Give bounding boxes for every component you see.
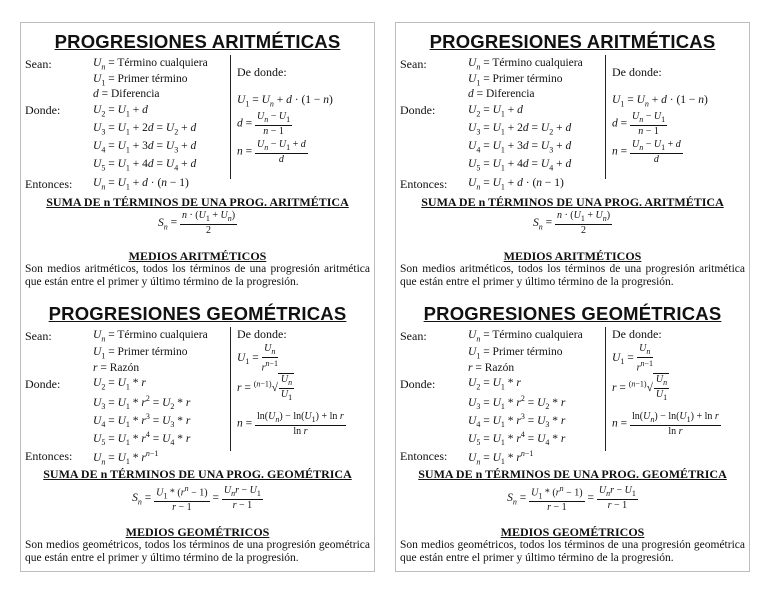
arith-def-un-text: = Término cualquiera (108, 57, 208, 69)
arith-medios-text: Son medios aritméticos, todos los términos de una progresión aritmética que están entre el primer y último término de la progresión. (400, 263, 745, 288)
geom-eq-u4: $U_4 = U_1 * r^3 = U_3 * r$ (468, 412, 566, 430)
geom-eq-u5: $U_5 = U_1 * r^4 = U_4 * r$ (468, 430, 566, 448)
arith-formula-d: d = $\frac{U_n - U_1}{n - 1}$ (612, 111, 666, 137)
geom-def-un: $U_n$ = Término cualquiera (468, 329, 583, 344)
geom-eq-u2: $U_2 = U_1 * r$ (93, 377, 146, 392)
card-content (25, 27, 370, 567)
geom-eq-u5: $U_5 = U_1 * r^4 = U_4 * r$ (93, 430, 191, 448)
arith-def-u1: $U_1$ = Primer término (93, 73, 188, 88)
geom-label-donde: Donde: (400, 377, 436, 391)
geom-suma-title: SUMA DE n TÉRMINOS DE UNA PROG. GEOMÉTRICA (418, 467, 727, 481)
arith-def-d: d = Diferencia (93, 88, 160, 100)
geom-def-u1-text: = Primer término (108, 346, 188, 358)
arith-medios-title: MEDIOS ARITMÉTICOS (503, 249, 642, 263)
arith-eq-un: $U_n = U_1 + d \cdot (n - 1)$ (93, 177, 189, 192)
arith-formula-d: d = $\frac{U_n - U_1}{n - 1}$ (237, 111, 291, 137)
card-content (400, 27, 745, 567)
geom-def-un: $U_n$ = Término cualquiera (93, 329, 208, 344)
geom-medios-title: MEDIOS GEOMÉTRICOS (500, 525, 645, 539)
arith-formula-u1: $U_1 = U_n + d \cdot (1 - n)$ (612, 94, 708, 109)
geom-de-donde: De donde: (612, 327, 662, 341)
geom-formula-u1: $U_1$ = $\frac{U_n}{r^{n-1}}$ (612, 343, 653, 374)
geom-def-u1: $U_1$ = Primer término (93, 346, 188, 361)
arith-formula-u1: $U_1 = U_n + d \cdot (1 - n)$ (237, 94, 333, 109)
geom-eq-u4: $U_4 = U_1 * r^3 = U_3 * r$ (93, 412, 191, 430)
arith-eq-un: $U_n = U_1 + d \cdot (n - 1)$ (468, 177, 564, 192)
geom-medios-text: Son medios geométricos, todos los términos de una progresión geométrica que están entre el primer y último término de la progresión. (400, 539, 745, 564)
arith-suma-formula: $S_n$ = $\frac{n \cdot (U_1 + U_n)}{2}$ (532, 210, 611, 236)
arith-eq-u3: $U_3 = U_1 + 2d = U_2 + d$ (468, 122, 572, 137)
arith-formula-n: n = $\frac{U_n - U_1 + d}{d}$ (612, 139, 681, 165)
arith-label-entonces: Entonces: (400, 177, 448, 191)
card-right (395, 22, 750, 572)
arith-de-donde: De donde: (237, 65, 287, 79)
geom-title: PROGRESIONES GEOMÉTRICAS (48, 303, 347, 324)
arith-medios-title: MEDIOS ARITMÉTICOS (128, 249, 267, 263)
card-left (20, 22, 375, 572)
arith-title: PROGRESIONES ARITMÉTICAS (429, 31, 716, 52)
arith-def-u1-text: = Primer término (483, 73, 563, 85)
geom-def-u1: $U_1$ = Primer término (468, 346, 563, 361)
geom-label-entonces: Entonces: (400, 449, 448, 463)
geom-eq-u3: $U_3 = U_1 * r^2 = U_2 * r$ (93, 394, 191, 412)
arith-def-un: $U_n$ = Término cualquiera (468, 57, 583, 72)
arith-eq-u4: $U_4 = U_1 + 3d = U_3 + d$ (93, 140, 197, 155)
geom-label-sean: Sean: (400, 329, 427, 343)
arith-def-u1: $U_1$ = Primer término (468, 73, 563, 88)
arith-divider (230, 55, 231, 179)
arith-eq-u2: $U_2 = U_1 + d$ (468, 104, 523, 119)
geom-formula-n: n = $\frac{\ln(U_n) - \ln(U_1) + \ln r}{\text{ln r}}$ (612, 411, 719, 437)
geom-label-sean: Sean: (25, 329, 52, 343)
arith-label-entonces: Entonces: (25, 177, 73, 191)
arith-title: PROGRESIONES ARITMÉTICAS (54, 31, 341, 52)
arith-suma-formula: $S_n$ = $\frac{n \cdot (U_1 + U_n)}{2}$ (157, 210, 236, 236)
arith-eq-u4: $U_4 = U_1 + 3d = U_3 + d$ (468, 140, 572, 155)
geom-eq-un: $U_n = U_1 * r^{n-1}$ (93, 449, 159, 467)
geom-eq-u3: $U_3 = U_1 * r^2 = U_2 * r$ (468, 394, 566, 412)
geom-def-r-text: = Razón (475, 362, 515, 374)
geom-formula-u1: $U_1$ = $\frac{U_n}{r^{n-1}}$ (237, 343, 278, 374)
arith-label-donde: Donde: (25, 103, 61, 117)
arith-label-donde: Donde: (400, 103, 436, 117)
geom-def-un-text: = Término cualquiera (108, 329, 208, 341)
geom-formula-r: r = $^{(n-1)}$√ $\frac{U_n}{U_1}$ (612, 374, 668, 402)
geom-label-entonces: Entonces: (25, 449, 73, 463)
arith-eq-u3: $U_3 = U_1 + 2d = U_2 + d$ (93, 122, 197, 137)
arith-medios-text: Son medios aritméticos, todos los términos de una progresión aritmética que están entre el primer y último término de la progresión. (25, 263, 370, 288)
arith-def-d-text: = Diferencia (476, 88, 535, 100)
geom-formula-r: r = $^{(n-1)}$√ $\frac{U_n}{U_1}$ (237, 374, 293, 402)
arith-def-un: $U_n$ = Término cualquiera (93, 57, 208, 72)
geom-eq-un: $U_n = U_1 * r^{n-1}$ (468, 449, 534, 467)
geom-medios-title: MEDIOS GEOMÉTRICOS (125, 525, 270, 539)
arith-eq-u5: $U_5 = U_1 + 4d = U_4 + d$ (93, 158, 197, 173)
arith-formula-n: n = $\frac{U_n - U_1 + d}{d}$ (237, 139, 306, 165)
geom-divider (230, 327, 231, 451)
arith-def-d: d = Diferencia (468, 88, 535, 100)
geom-suma-title: SUMA DE n TÉRMINOS DE UNA PROG. GEOMÉTRICA (43, 467, 352, 481)
arith-suma-title: SUMA DE n TÉRMINOS DE UNA PROG. ARITMÉTICA (46, 195, 349, 209)
geom-title: PROGRESIONES GEOMÉTRICAS (423, 303, 722, 324)
arith-label-sean: Sean: (25, 57, 52, 71)
geom-formula-n: n = $\frac{\ln(U_n) - \ln(U_1) + \ln r}{\text{ln r}}$ (237, 411, 344, 437)
geom-divider (605, 327, 606, 451)
arith-suma-title: SUMA DE n TÉRMINOS DE UNA PROG. ARITMÉTICA (421, 195, 724, 209)
geom-def-r: r = Razón (468, 362, 515, 374)
geom-def-un-text: = Término cualquiera (483, 329, 583, 341)
arith-eq-u5: $U_5 = U_1 + 4d = U_4 + d$ (468, 158, 572, 173)
arith-divider (605, 55, 606, 179)
geom-eq-u2: $U_2 = U_1 * r$ (468, 377, 521, 392)
geom-def-r-text: = Razón (100, 362, 140, 374)
geom-suma-formula: $S_n$ = $\frac{U_1 * (r^n - 1)}{r - 1}$ = $\frac{U_nr - U_1}{r - 1}$ (132, 484, 261, 514)
geom-label-donde: Donde: (25, 377, 61, 391)
arith-def-un-text: = Término cualquiera (483, 57, 583, 69)
geom-suma-formula: $S_n$ = $\frac{U_1 * (r^n - 1)}{r - 1}$ = $\frac{U_nr - U_1}{r - 1}$ (507, 484, 636, 514)
geom-def-u1-text: = Primer término (483, 346, 563, 358)
geom-medios-text: Son medios geométricos, todos los términos de una progresión geométrica que están entre el primer y último término de la progresión. (25, 539, 370, 564)
arith-eq-u2: $U_2 = U_1 + d$ (93, 104, 148, 119)
geom-de-donde: De donde: (237, 327, 287, 341)
arith-def-u1-text: = Primer término (108, 73, 188, 85)
arith-label-sean: Sean: (400, 57, 427, 71)
arith-de-donde: De donde: (612, 65, 662, 79)
geom-def-r: r = Razón (93, 362, 140, 374)
arith-def-d-text: = Diferencia (101, 88, 160, 100)
